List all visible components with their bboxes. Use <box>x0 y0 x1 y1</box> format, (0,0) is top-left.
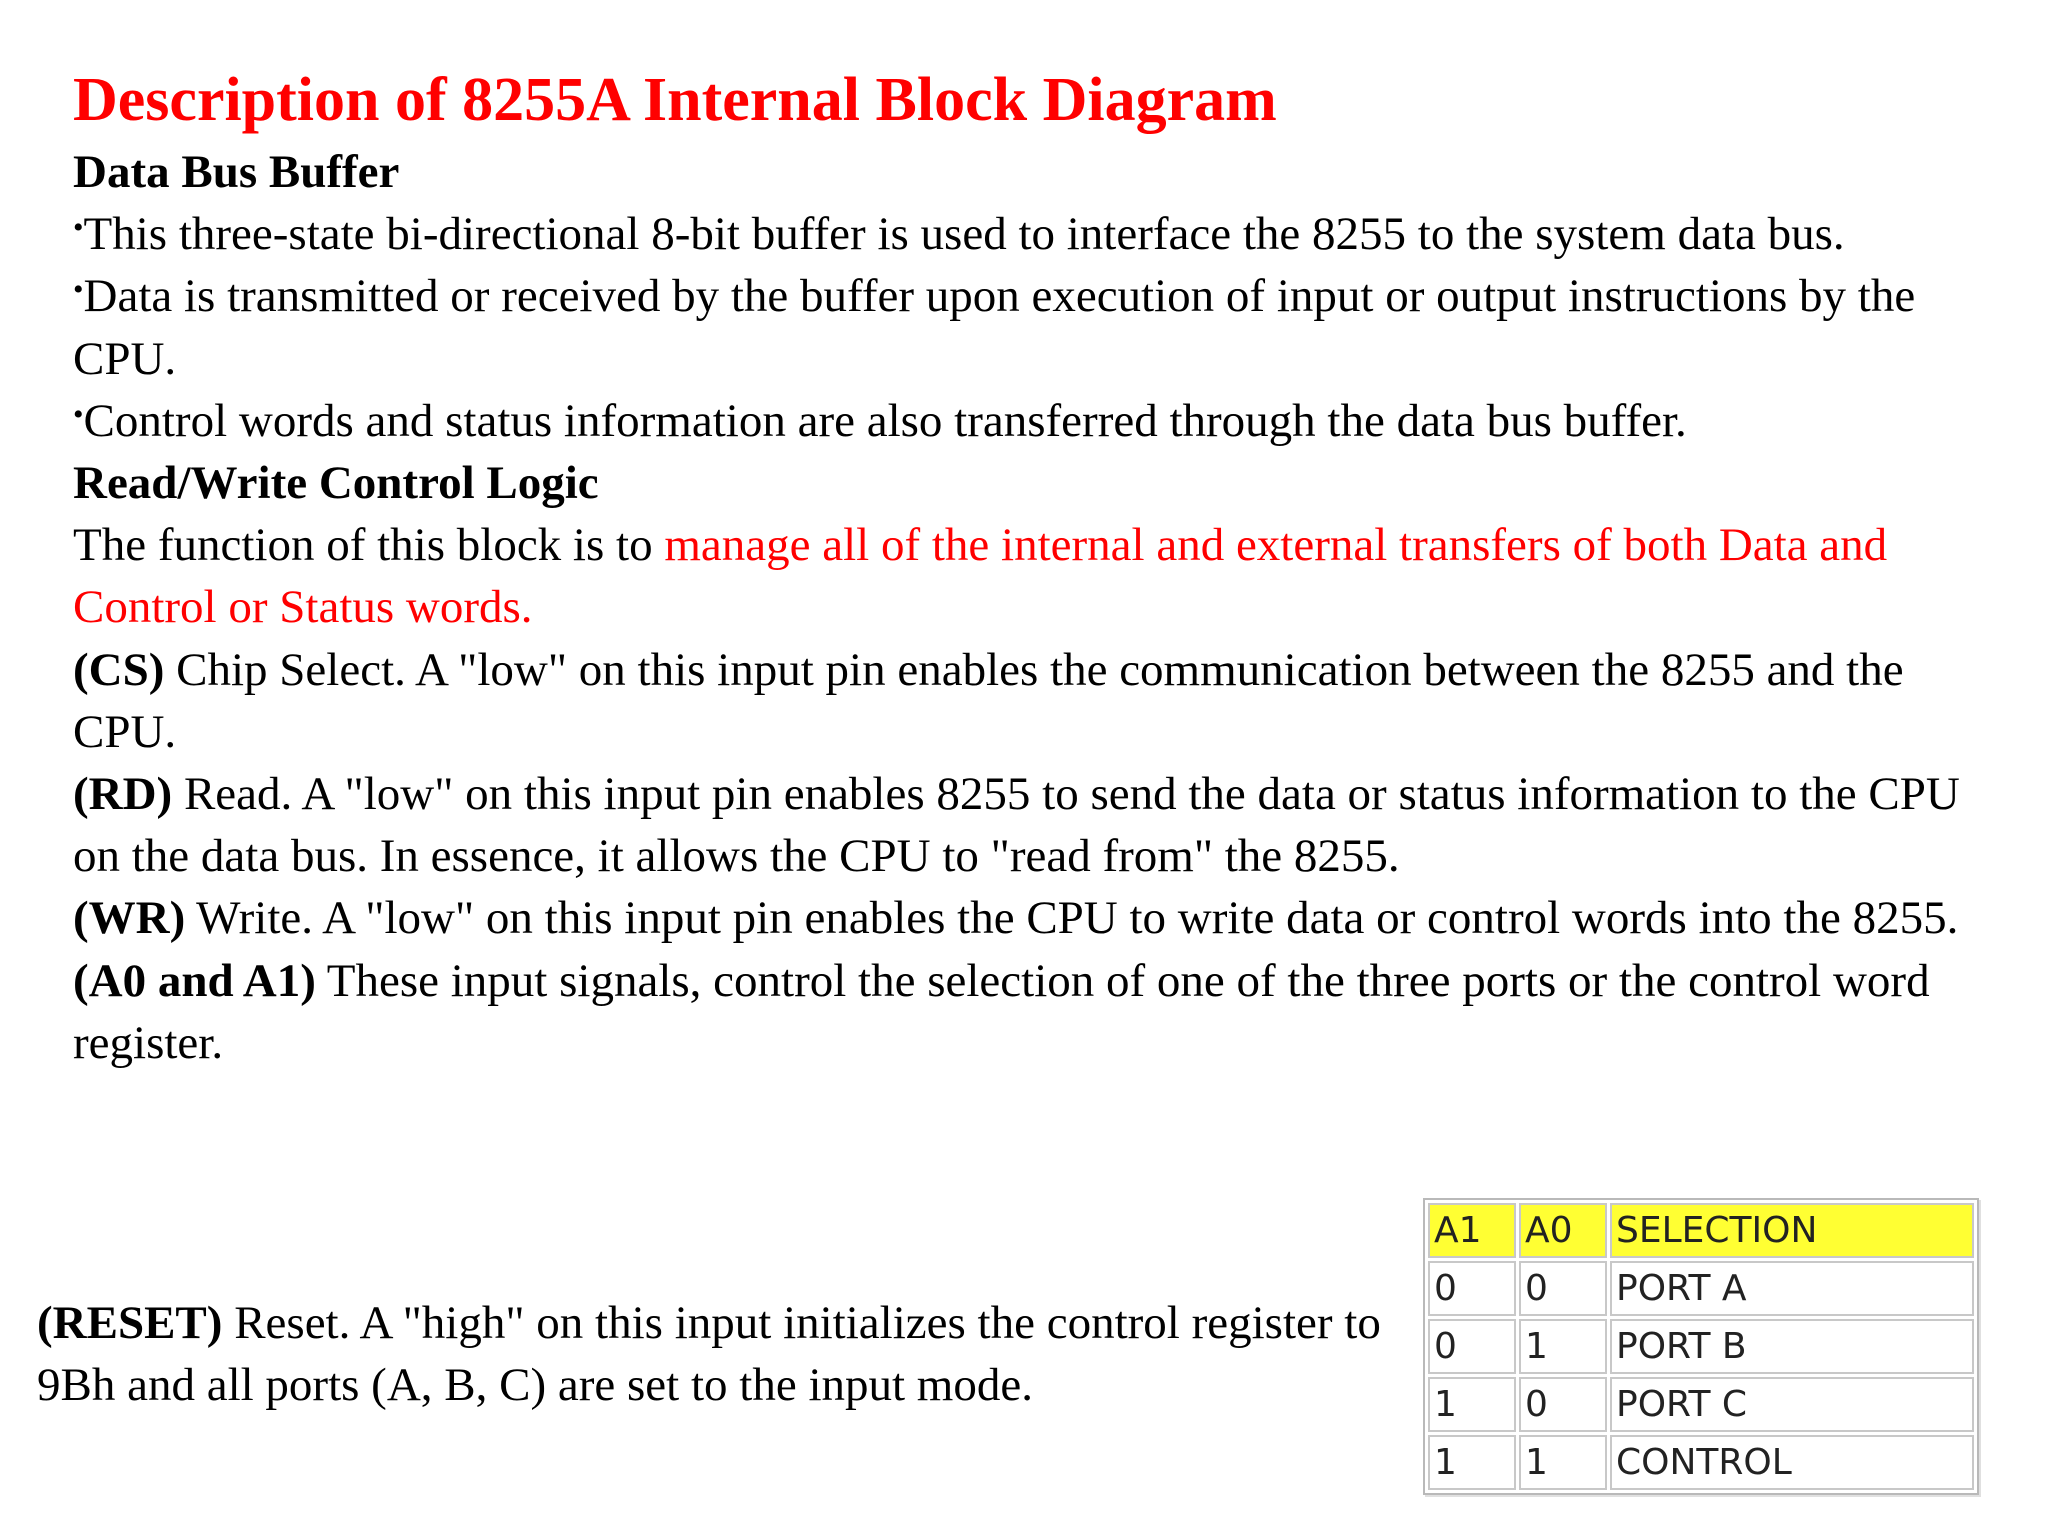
table-cell: PORT B <box>1610 1319 1974 1374</box>
pin-description-cs <box>73 639 2008 763</box>
pin-description-a0-a1 <box>73 950 2008 1074</box>
column-header-selection: SELECTION <box>1610 1203 1974 1258</box>
pin-label: (WR) <box>73 892 186 945</box>
bullet-item <box>73 265 2008 389</box>
bullet-text: Control words and status information are also transferred through the data bus buffer. <box>83 394 1687 447</box>
bullet-icon: • <box>73 273 84 307</box>
bullet-item <box>73 390 2008 452</box>
section-heading-rw-control-logic: Read/Write Control Logic <box>73 457 599 510</box>
table-row <box>1428 1435 1974 1490</box>
table-cell: 0 <box>1428 1261 1516 1316</box>
column-header-a0: A0 <box>1519 1203 1607 1258</box>
pin-text: Reset. A "high" on this input initializes the control register to 9Bh and all ports (A, B, C) are set to the input mode. <box>37 1297 1381 1412</box>
pin-label: (A0 and A1) <box>73 954 316 1007</box>
table-cell: 1 <box>1428 1435 1516 1490</box>
bullet-icon: • <box>73 211 84 245</box>
table-row <box>1428 1319 1974 1374</box>
table-cell: 0 <box>1428 1319 1516 1374</box>
pin-label: (RESET) <box>37 1297 223 1349</box>
pin-text: Write. A "low" on this input pin enables the CPU to write data or control words into the 8255. <box>185 892 1959 945</box>
reset-description <box>37 1292 1397 1416</box>
port-selection-table <box>1423 1198 1979 1495</box>
section-heading-data-bus-buffer: Data Bus Buffer <box>73 146 400 198</box>
table-cell: 0 <box>1519 1261 1607 1316</box>
table-cell: 1 <box>1519 1319 1607 1374</box>
rw-intro-paragraph <box>73 514 2008 638</box>
pin-description-rd <box>73 763 2008 887</box>
bullet-icon: • <box>73 397 84 431</box>
pin-description-wr <box>73 887 2008 949</box>
table-cell: 1 <box>1519 1435 1607 1490</box>
table-row <box>1428 1377 1974 1432</box>
bullet-text: Data is transmitted or received by the buffer upon execution of input or output instructions by the CPU. <box>73 270 1916 385</box>
table-cell: PORT C <box>1610 1377 1974 1432</box>
table-cell: CONTROL <box>1610 1435 1974 1490</box>
main-content <box>73 141 2008 1074</box>
table-cell: 1 <box>1428 1377 1516 1432</box>
rw-intro-text: The function of this block is to <box>73 519 665 572</box>
table-header-row <box>1428 1203 1974 1258</box>
pin-label: (RD) <box>73 768 173 821</box>
pin-text: Read. A "low" on this input pin enables 8255 to send the data or status information to the CPU on the data bus. In essence, it allows the CPU to "read from" the 8255. <box>73 768 1960 883</box>
bullet-item <box>73 203 2008 265</box>
pin-text: These input signals, control the selection of one of the three ports or the control word register. <box>73 954 1930 1069</box>
pin-text: Chip Select. A "low" on this input pin enables the communication between the 8255 and the CPU. <box>73 643 1904 758</box>
table-row <box>1428 1261 1974 1316</box>
slide-title: Description of 8255A Internal Block Diagram <box>73 66 1277 134</box>
column-header-a1: A1 <box>1428 1203 1516 1258</box>
rw-intro-highlight: manage all of the internal and external transfers of both Data and Control or Status words. <box>73 519 1888 634</box>
table-cell: 0 <box>1519 1377 1607 1432</box>
bullet-text: This three-state bi-directional 8-bit buffer is used to interface the 8255 to the system data bus. <box>83 208 1845 261</box>
pin-label: (CS) <box>73 643 165 696</box>
table-cell: PORT A <box>1610 1261 1974 1316</box>
